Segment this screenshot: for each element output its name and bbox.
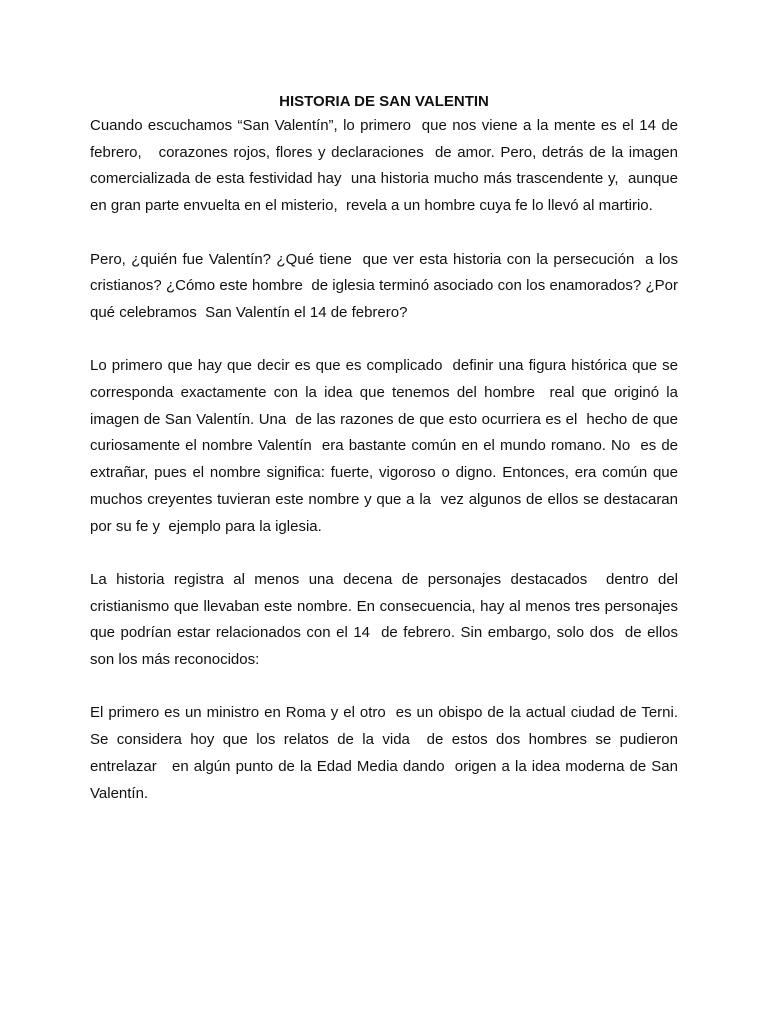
paragraph-spacer [90,220,678,247]
paragraph-spacer [90,327,678,354]
paragraph-5: El primero es un ministro en Roma y el otro es un obispo de la actual ciudad de Terni. Se considera hoy que los relatos de la vida de estos dos hombres se pudieron entrelazar en algún punto de la Edad Media dando origen a la idea moderna de San Valentín. [90,704,683,802]
paragraph-2: Pero, ¿quién fue Valentín? ¿Qué tiene que ver esta historia con la persecución a los cristianos? ¿Cómo este hombre de iglesia terminó asociado con los enamorados? ¿Por qué celebramos San Valentín el 14 de febrero? [90,250,683,321]
document-page [90,91,687,807]
paragraph-spacer [90,674,678,701]
paragraph-4: La historia registra al menos una decena de personajes destacados dentro del cristianismo que llevaban este nombre. En consecuencia, hay al menos tres personajes que podrían estar relacionados con el 14 de febrero. Sin embargo, solo dos de ellos son los más reconocidos: [90,570,687,669]
document-title: HISTORIA DE SAN VALENTIN [279,93,489,110]
paragraph-3: Lo primero que hay que decir es que es complicado definir una figura histórica que se corresponda exactamente con la idea que tenemos del hombre real que originó la imagen de San Valentín. Una de las razones de que esto ocurriera es el hecho de que curiosamente el nombre Valentín era bastante común en el mundo romano. No es de extrañar, pues el nombre significa: fuerte, vigoroso o digno. Entonces, era común que muchos creyentes tuvieran este nombre y que a la vez algunos de ellos se destacaran por su fe y ejemplo para la iglesia. [90,357,687,535]
paragraph-spacer [90,540,678,567]
paragraph-1: Cuando escuchamos “San Valentín”, lo primero que nos viene a la mente es el 14 de febrero, corazones rojos, flores y declaraciones de amor. Pero, detrás de la imagen comercializada de esta festividad hay una historia mucho más trascendente y, aunque en gran parte envuelta en el misterio, revela a un hombre cuya fe lo llevó al martirio. [90,117,683,215]
